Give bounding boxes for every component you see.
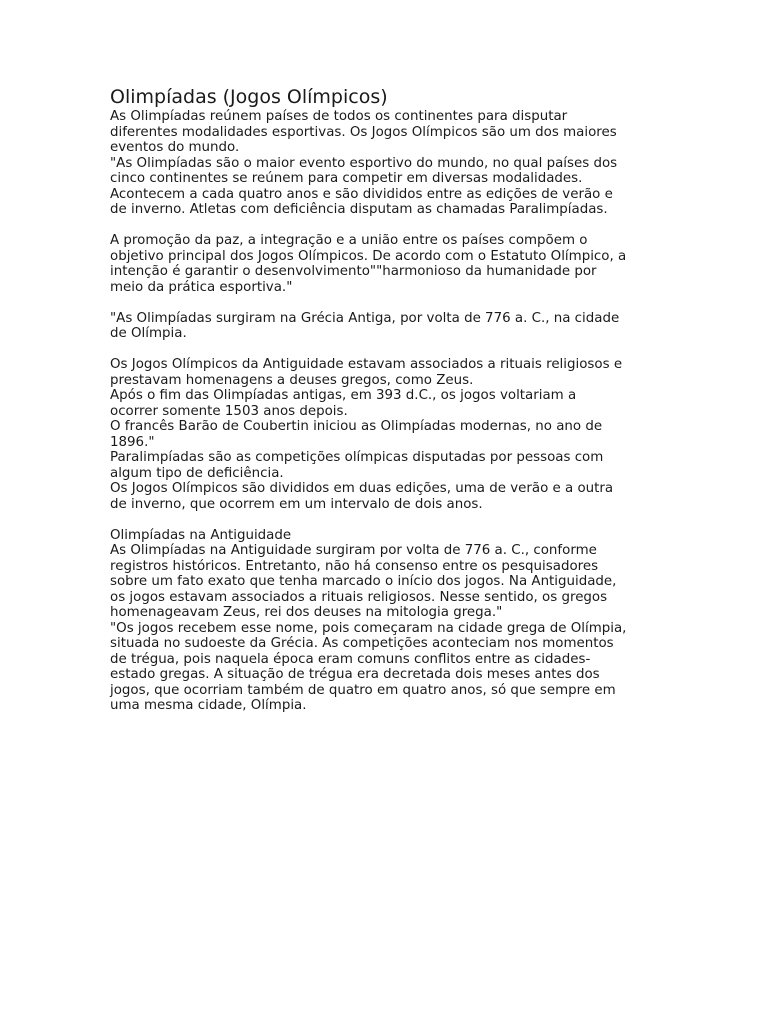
- text-line: ocorrer somente 1503 anos depois.: [110, 403, 348, 419]
- text-line: estado gregas. A situação de trégua era decretada dois meses antes dos: [110, 667, 600, 682]
- text-line: situada no sudoeste da Grécia. As competições aconteciam nos momentos: [110, 636, 614, 651]
- text-line: Acontecem a cada quatro anos e são divididos entre as edições de verão e: [110, 186, 613, 202]
- text-line: Os Jogos Olímpicos são divididos em duas edições, uma de verão e a outra: [110, 481, 614, 496]
- blank-line: [110, 218, 670, 234]
- text-line: Os Jogos Olímpicos da Antiguidade estavam associados a rituais religiosos e: [110, 357, 623, 372]
- text-line: eventos do mundo.: [110, 140, 240, 155]
- text-line: algum tipo de deficiência.: [110, 465, 284, 481]
- text-line: As Olimpíadas na Antiguidade surgiram por volta de 776 a. C., conforme: [110, 543, 597, 558]
- text-line: cinco continentes se reúnem para competir em diversas modalidades.: [110, 171, 583, 186]
- text-line: O francês Barão de Coubertin iniciou as Olimpíadas modernas, no ano de: [110, 419, 603, 434]
- text-line: os jogos estavam associados a rituais religiosos. Nesse sentido, os gregos: [110, 589, 608, 605]
- text-line: homenageavam Zeus, rei dos deuses na mitologia grega.": [110, 605, 503, 620]
- text-line: meio da prática esportiva.": [110, 279, 293, 295]
- text-line: objetivo principal dos Jogos Olímpicos. De acordo com o Estatuto Olímpico, a: [110, 248, 627, 264]
- text-line: "Os jogos recebem esse nome, pois começaram na cidade grega de Olímpia,: [110, 620, 627, 636]
- text-line: sobre um fato exato que tenha marcado o início dos jogos. Na Antiguidade,: [110, 574, 617, 589]
- text-line: "As Olimpíadas são o maior evento esportivo do mundo, no qual países dos: [110, 155, 618, 171]
- blank-line: [110, 342, 670, 358]
- text-line: Paralimpíadas são as competições olímpicas disputadas por pessoas com: [110, 450, 604, 465]
- document-page: [110, 86, 670, 714]
- text-line: prestavam homenagens a deuses gregos, como Zeus.: [110, 372, 474, 388]
- text-line: Olimpíadas na Antiguidade: [110, 527, 292, 543]
- text-line: de inverno, que ocorrem em um intervalo de dois anos.: [110, 496, 483, 512]
- text-line: As Olimpíadas reúnem países de todos os continentes para disputar: [110, 109, 568, 124]
- text-line: jogos, que ocorriam também de quatro em quatro anos, só que sempre em: [110, 682, 616, 698]
- text-line: de trégua, pois naquela época eram comuns conflitos entre as cidades-: [110, 651, 591, 667]
- text-line: "As Olimpíadas surgiram na Grécia Antiga, por volta de 776 a. C., na cidade: [110, 310, 620, 326]
- blank-line: [110, 295, 670, 311]
- text-line: de inverno. Atletas com deficiência disputam as chamadas Paralimpíadas.: [110, 202, 608, 217]
- blank-line: [110, 512, 670, 528]
- document-body: [110, 109, 670, 714]
- text-line: diferentes modalidades esportivas. Os Jogos Olímpicos são um dos maiores: [110, 124, 617, 140]
- text-line: 1896.": [110, 434, 155, 450]
- text-line: intenção é garantir o desenvolvimento""harmonioso da humanidade por: [110, 264, 597, 279]
- text-line: A promoção da paz, a integração e a união entre os países compõem o: [110, 233, 588, 248]
- text-line: registros históricos. Entretanto, não há consenso entre os pesquisadores: [110, 558, 599, 574]
- text-line: de Olímpia.: [110, 326, 187, 341]
- text-line: Após o fim das Olimpíadas antigas, em 393 d.C., os jogos voltariam a: [110, 388, 577, 403]
- text-line: uma mesma cidade, Olímpia.: [110, 698, 307, 713]
- document-title: Olimpíadas (Jogos Olímpicos): [110, 86, 388, 108]
